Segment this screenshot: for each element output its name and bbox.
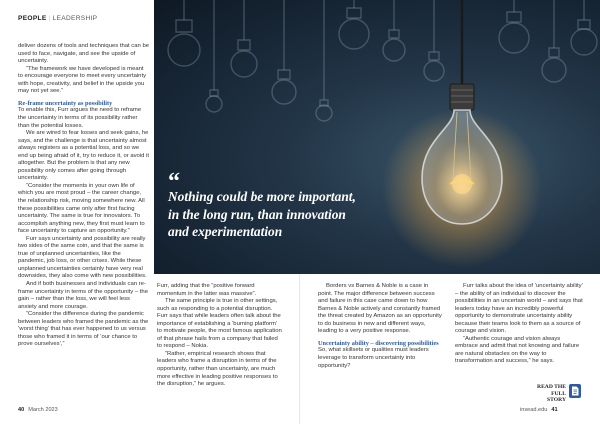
paragraph: “Rather, empirical research shows that leaders who frame a disruption in terms of the opportunity, rather than uncertainty, are much more effective in leading positive responses to the disruption,” he argues. bbox=[157, 350, 278, 388]
issue-date: March 2023 bbox=[28, 407, 58, 413]
paragraph: “Consider the difference during the pandemic between leaders who framed the pandemic as the ‘worst thing’ that has ever happened to us versus those who framed it in terms of ‘our chance to prove ourselves’,” bbox=[18, 311, 149, 348]
paragraph: “Consider the moments in your own life of which you are most proud – the career change, the relationship risk, moving somewhere new. All these possibilities came only after first facing uncertainty. The same is true for innovators. To accomplish anything new, they first must learn to face uncertainty to capture an opportunity.” bbox=[18, 182, 145, 235]
page-number-left: 40 bbox=[18, 407, 25, 413]
header-separator: | bbox=[48, 15, 51, 22]
subheading: Re-frame uncertainty as possibility bbox=[18, 99, 113, 107]
footer-right bbox=[520, 407, 558, 413]
paragraph: To enable this, Furr argues the need to reframe the uncertainty in terms of its possibility rather than the potential losses. bbox=[18, 107, 142, 129]
bulb-socket bbox=[450, 84, 474, 110]
paragraph: “Authentic courage and vision always embrace and admit that not knowing and failure are natural obstacles on the way to transformation and success,” he says. bbox=[455, 335, 580, 365]
paragraph: Furr says uncertainty and possibility are really two sides of the same coin, and that the same is true of unplanned uncertainties, like the pandemic, job loss, or other crises. While these unplanned uncertainties certainly have very real downsides, they also come with new possibilities. bbox=[18, 235, 147, 280]
paragraph: And if both businesses and individuals can re-frame uncertainty in terms of the opportunity – the gain – rather than the loss, we will feel less anxiety and more courage. bbox=[18, 281, 148, 310]
paragraph: We are wired to fear losses and seek gains, he says, and the challenge is that uncertainty almost always registers as a potential loss, and so we end up being afraid of it, try to reduce it, or avoid it altogether. But the problem is that any new possibility only comes after going through uncertainty. bbox=[18, 130, 149, 182]
read-full-story-button[interactable]: READ THE FULL STORY bbox=[537, 384, 566, 404]
article-column-2 bbox=[157, 283, 282, 408]
paragraph: So, what skillsets or qualities must leaders leverage to transform uncertainty into opportunity? bbox=[318, 347, 429, 369]
paragraph: The same principle is true in other settings, such as responding to a potential disruption. Furr says that while leaders often talk about the importance of establishing a ‘burning platform’ to motivate people, the most famous application of that phrase hails from a company that failed to respond – Nokia. bbox=[157, 298, 282, 350]
section-name: PEOPLE bbox=[18, 15, 47, 22]
pull-quote-mark: “ bbox=[168, 169, 180, 195]
section-header bbox=[18, 15, 97, 22]
document-icon[interactable] bbox=[569, 384, 581, 398]
site-url: insead.edu bbox=[520, 407, 548, 413]
paragraph: deliver dozens of tools and techniques that can be used to face, navigate, and see the upside of uncertainty. bbox=[18, 43, 149, 65]
paragraph: Furr, adding that the “positive forward momentum in the latter was massive”. bbox=[157, 283, 257, 297]
paragraph: Borders vs Barnes & Noble is a case in point. The major difference between success and failure in this case came down to how Barnes & Noble actively and constantly framed the threat created by Amazon as an opportunity to do business in new and different ways, leading to a very positive response. bbox=[318, 283, 442, 335]
paragraph: “The framework we have developed is meant to encourage everyone to meet every uncertainty with hope, creativity, and belief in the upside you may not yet see.” bbox=[18, 65, 147, 95]
page-number-right: 41 bbox=[551, 407, 558, 413]
article-column-1 bbox=[18, 43, 149, 408]
subheading: Uncertainty ability – discovering possibilities bbox=[318, 339, 439, 347]
footer-left bbox=[18, 407, 58, 413]
article-column-3 bbox=[318, 283, 443, 408]
background-bulbs bbox=[168, 0, 597, 121]
pull-quote: Nothing could be more important, in the long run, than innovation and experimentation bbox=[168, 189, 356, 240]
subsection-name: LEADERSHIP bbox=[52, 15, 98, 22]
paragraph: Furr talks about the idea of ‘uncertainty ability’ – the ability of an individual to discover the possibilities in an uncertain world – and says that leaders today have an incredibly powerful opportunity to demonstrate uncertainty ability because their teams look to them as a source of courage and vision. bbox=[455, 283, 583, 335]
